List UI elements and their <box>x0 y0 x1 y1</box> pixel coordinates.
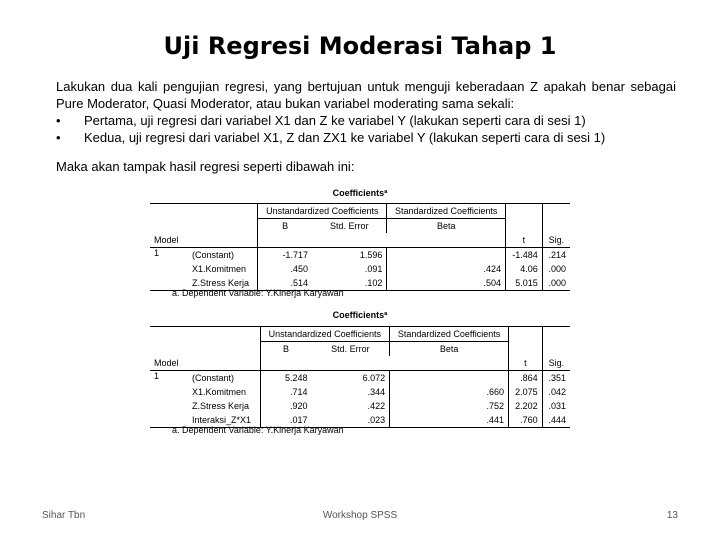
beta-value <box>390 371 509 386</box>
unstd-header: Unstandardized Coefficients <box>260 327 390 342</box>
bullet-text: Kedua, uji regresi dari variabel X1, Z dan ZX1 ke variabel Y (lakukan seperti cara di sesi 1) <box>84 130 606 145</box>
std-header: Standardized Coefficients <box>387 204 506 219</box>
b-value: 5.248 <box>260 371 312 386</box>
coefficients-table-2 <box>150 326 570 428</box>
sig-value: .000 <box>542 262 570 276</box>
se-header: Std. Error <box>312 219 387 234</box>
predictor-name: Z.Stress Kerja <box>192 401 250 411</box>
model-number: 1 <box>150 371 188 428</box>
table-row <box>150 371 570 386</box>
sig-value: .000 <box>542 276 570 291</box>
t-value: 4.06 <box>506 262 543 276</box>
sig-header: Sig. <box>542 233 570 248</box>
sig-value: .214 <box>542 248 570 263</box>
b-header: B <box>258 219 312 234</box>
sig-header: Sig. <box>542 356 570 371</box>
result-intro-text: Maka akan tampak hasil regresi seperti dibawah ini: <box>56 159 355 174</box>
se-header: Std. Error <box>312 342 390 357</box>
se-value: .023 <box>312 413 390 428</box>
table-row <box>150 399 570 413</box>
sig-value: .444 <box>542 413 570 428</box>
t-value: .864 <box>509 371 543 386</box>
predictor-name: Interaksi_Z*X1 <box>188 413 260 428</box>
beta-value: .660 <box>390 385 509 399</box>
intro-paragraph: Lakukan dua kali pengujian regresi, yang bertujuan untuk menguji keberadaan Z apakah benar sebagai Pure Moderator, Quasi Moderator, atau bukan variabel moderating sama sekali: <box>56 79 676 111</box>
t-value: 2.202 <box>509 399 543 413</box>
table-row <box>150 248 570 263</box>
t-value: 2.075 <box>509 385 543 399</box>
sig-value: .042 <box>542 385 570 399</box>
beta-header: Beta <box>387 219 506 234</box>
t-header: t <box>506 233 543 248</box>
b-header: B <box>260 342 312 357</box>
bullet-item <box>56 112 676 129</box>
predictor-name: (Constant) <box>192 250 235 260</box>
footer-title: Workshop SPSS <box>322 510 398 521</box>
t-value: -1.484 <box>506 248 543 263</box>
predictor-name: (Constant) <box>192 373 235 383</box>
b-value: -1.717 <box>258 248 312 263</box>
beta-value: .424 <box>387 262 506 276</box>
se-value: .102 <box>312 276 387 291</box>
se-value: .344 <box>367 387 386 397</box>
se-value: .091 <box>364 264 383 274</box>
model-number: 1 <box>150 248 188 291</box>
se-value: .422 <box>367 401 386 411</box>
page-number: 13 <box>666 510 678 521</box>
b-value: .920 <box>260 399 312 413</box>
bullet-icon: • <box>56 113 61 128</box>
std-header: Standardized Coefficients <box>390 327 509 342</box>
table1-caption: Coefficientsª <box>332 188 388 198</box>
coefficients-table-1 <box>150 203 570 291</box>
predictor-name: X1.Komitmen <box>192 264 247 274</box>
table2-footnote: a. Dependent Variable: Y.Kinerja Karyawan <box>172 425 344 435</box>
se-value: 6.072 <box>362 373 386 383</box>
unstd-header: Unstandardized Coefficients <box>258 204 387 219</box>
bullet-icon: • <box>56 130 61 145</box>
predictor-name: Z.Stress Kerja <box>188 276 258 291</box>
table-row <box>150 262 570 276</box>
t-header: t <box>509 356 543 371</box>
t-value: .760 <box>509 413 543 428</box>
table2-caption: Coefficientsª <box>332 310 388 320</box>
bullet-text: Pertama, uji regresi dari variabel X1 dan Z ke variabel Y (lakukan seperti cara di sesi 1) <box>84 113 586 128</box>
se-value: 1.596 <box>359 250 383 260</box>
model-header: Model <box>150 233 258 248</box>
bullet-item <box>56 129 676 146</box>
t-value: 5.015 <box>506 276 543 291</box>
footer-author: Sihar Tbn <box>42 510 86 521</box>
sig-value: .351 <box>542 371 570 386</box>
table-row <box>150 385 570 399</box>
beta-value <box>387 248 506 263</box>
model-header: Model <box>150 356 260 371</box>
beta-value: .504 <box>387 276 506 291</box>
b-value: .450 <box>258 262 312 276</box>
beta-value: .441 <box>390 413 509 428</box>
sig-value: .031 <box>542 399 570 413</box>
b-value: .017 <box>260 413 312 428</box>
slide-title: Uji Regresi Moderasi Tahap 1 <box>163 32 557 60</box>
slide-body <box>56 78 676 175</box>
predictor-name: X1.Komitmen <box>192 387 247 397</box>
b-value: .514 <box>258 276 312 291</box>
table1-footnote: a. Dependent Variable: Y.Kinerja Karyawan <box>172 288 344 298</box>
beta-value: .752 <box>390 399 509 413</box>
beta-header: Beta <box>390 342 509 357</box>
b-value: .714 <box>260 385 312 399</box>
